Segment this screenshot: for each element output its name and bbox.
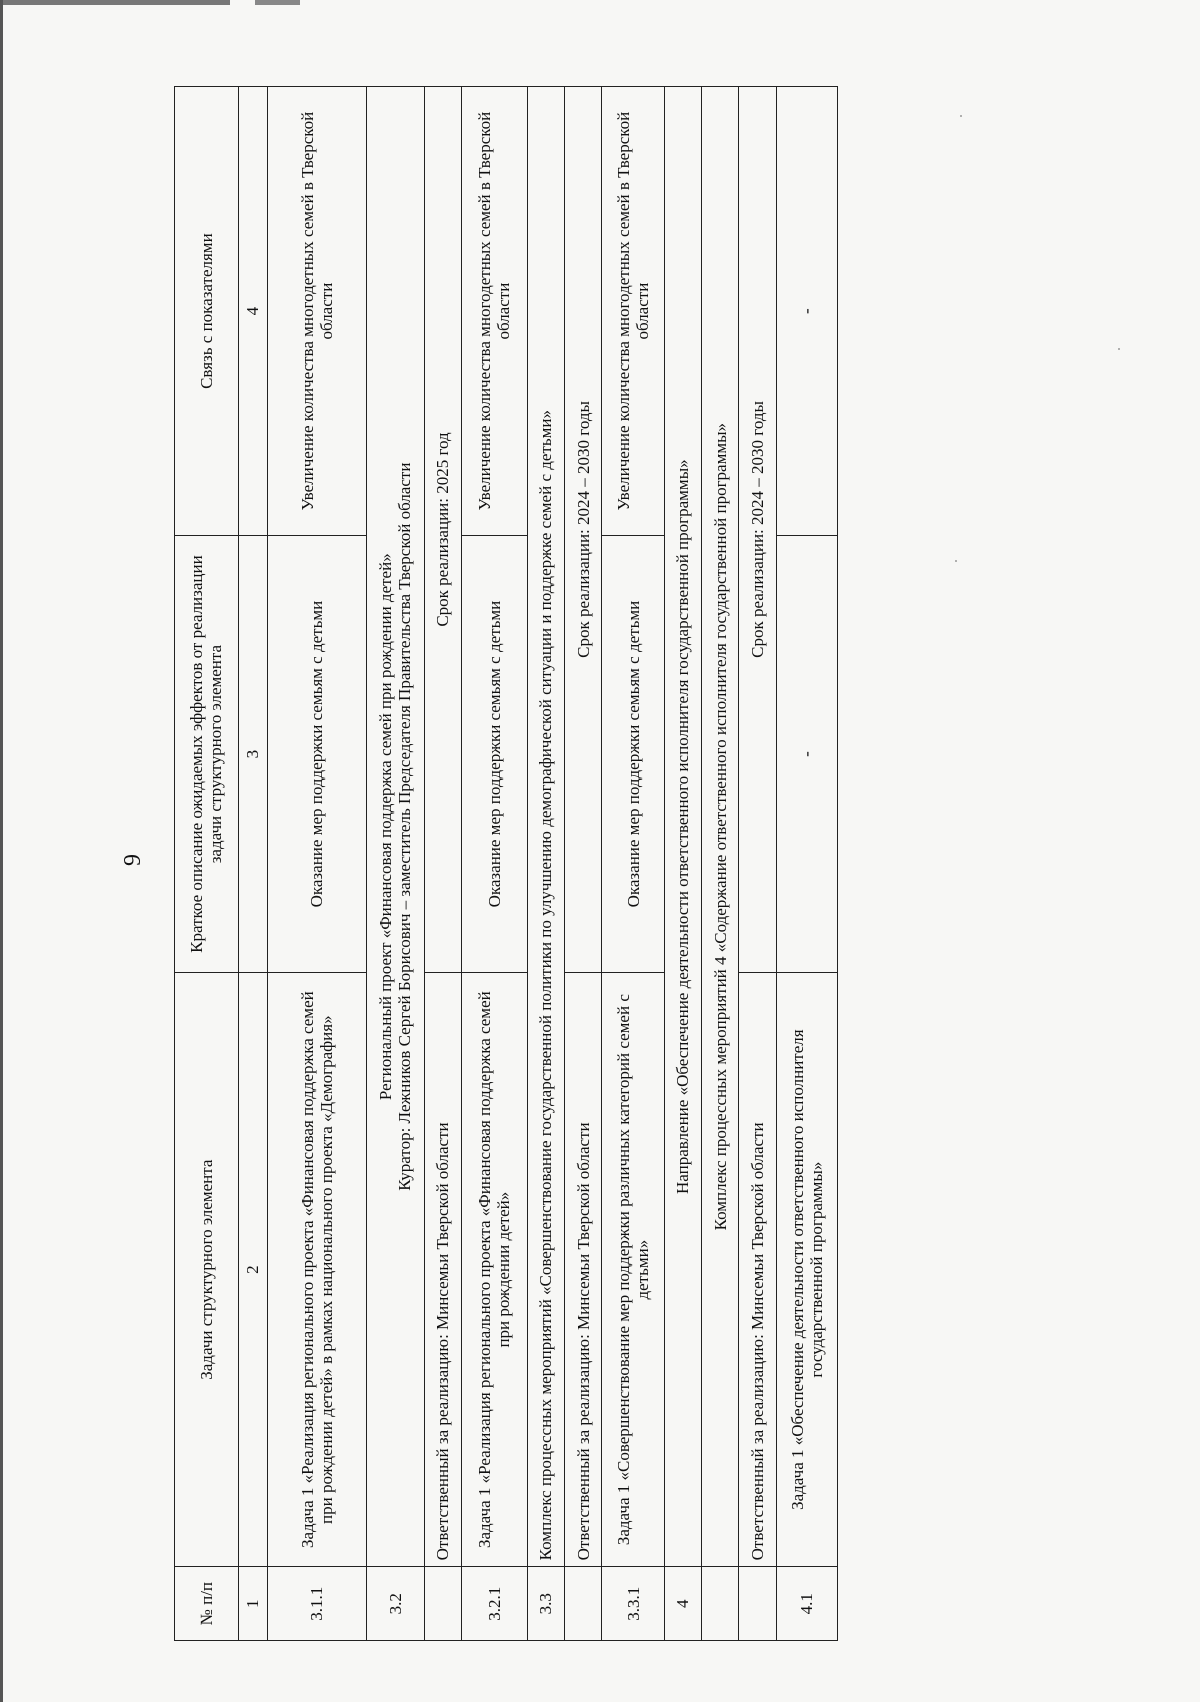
empty-num-cell [565,1567,602,1641]
row-number: 3.1.1 [268,1567,367,1641]
regional-project-cell [366,87,424,1567]
task-cell: Задача 1 «Реализация регионального проекта «Финансовая поддержка семей при рождении детей» [462,972,528,1566]
empty-num-cell [702,1567,739,1641]
row-number: 3.2.1 [462,1567,528,1641]
table-row-3-3 [527,87,564,1641]
header-indicators: Связь с показателями [175,87,239,536]
direction-cell: Направление «Обеспечение деятельности ответственного исполнителя государственной программы» [664,87,701,1567]
scan-speck [960,115,962,117]
column-number-row [238,87,268,1641]
table-row-4 [664,87,701,1641]
column-number-2: 2 [238,972,268,1566]
task-cell: Задача 1 «Обеспечение деятельности ответственного исполнителя государственной программы» [776,972,837,1566]
column-number-4: 4 [238,87,268,536]
table-row-3-2-1 [462,87,528,1641]
indicator-cell: Увеличение количества многодетных семей в Тверской области [602,87,664,536]
header-num: № п/п [175,1567,239,1641]
row-number: 3.3.1 [602,1567,664,1641]
table-row-4-1 [776,87,837,1641]
table-row-4-complex [702,87,739,1641]
term-cell: Срок реализации: 2024 – 2030 годы [739,87,776,973]
regional-project-curator: Куратор: Лежников Сергей Борисович – заместитель Председателя Правительства Тверской области [395,462,415,1191]
regional-project-title: Региональный проект «Финансовая поддержка семей при рождении детей» [376,553,396,1101]
scan-edge-top [0,0,1200,5]
empty-num-cell [739,1567,776,1641]
indicator-cell: - [776,87,837,536]
task-cell: Задача 1 «Реализация регионального проекта «Финансовая поддержка семей при рождении детей» в рамках национального проекта «Демография» [268,972,367,1566]
responsible-cell: Ответственный за реализацию: Минсемьи Тверской области [739,972,776,1566]
scan-speck [1118,348,1120,350]
column-number-3: 3 [238,536,268,973]
process-complex-cell: Комплекс процессных мероприятий 4 «Содержание ответственного исполнителя государственной программы» [702,87,739,1567]
program-structure-table [174,86,838,1641]
term-cell: Срок реализации: 2024 – 2030 годы [565,87,602,973]
process-complex-cell: Комплекс процессных мероприятий «Совершенствование государственной политики по улучшению демографической ситуации и поддержке семей с детьми» [527,87,564,1567]
row-number: 4 [664,1567,701,1641]
table-row-3-1-1 [268,87,367,1641]
empty-num-cell [424,1567,461,1641]
table-row-3-3-1 [602,87,664,1641]
effect-cell: - [776,536,837,973]
scan-edge-left [0,0,3,1702]
term-cell: Срок реализации: 2025 год [424,87,461,973]
table-row-4-responsible [739,87,776,1641]
row-number: 3.3 [527,1567,564,1641]
responsible-cell: Ответственный за реализацию: Минсемьи Тверской области [565,972,602,1566]
page-number: 9 [120,854,146,866]
table-row-3-3-responsible [565,87,602,1641]
indicator-cell: Увеличение количества многодетных семей в Тверской области [462,87,528,536]
column-number-1: 1 [238,1567,268,1641]
scan-speck [955,560,957,562]
effect-cell: Оказание мер поддержки семьям с детьми [462,536,528,973]
header-effects: Краткое описание ожидаемых эффектов от реализации задачи структурного элемента [175,536,239,973]
indicator-cell: Увеличение количества многодетных семей в Тверской области [268,87,367,536]
responsible-cell: Ответственный за реализацию: Минсемьи Тверской области [424,972,461,1566]
table-header-row [175,87,239,1641]
row-number: 4.1 [776,1567,837,1641]
row-number: 3.2 [366,1567,424,1641]
table-row-3-2 [366,87,424,1641]
task-cell: Задача 1 «Совершенствование мер поддержки различных категорий семей с детьми» [602,972,664,1566]
effect-cell: Оказание мер поддержки семьям с детьми [268,536,367,973]
header-tasks: Задачи структурного элемента [175,972,239,1566]
effect-cell: Оказание мер поддержки семьям с детьми [602,536,664,973]
table-row-3-2-responsible [424,87,461,1641]
program-table-container [174,86,838,1641]
